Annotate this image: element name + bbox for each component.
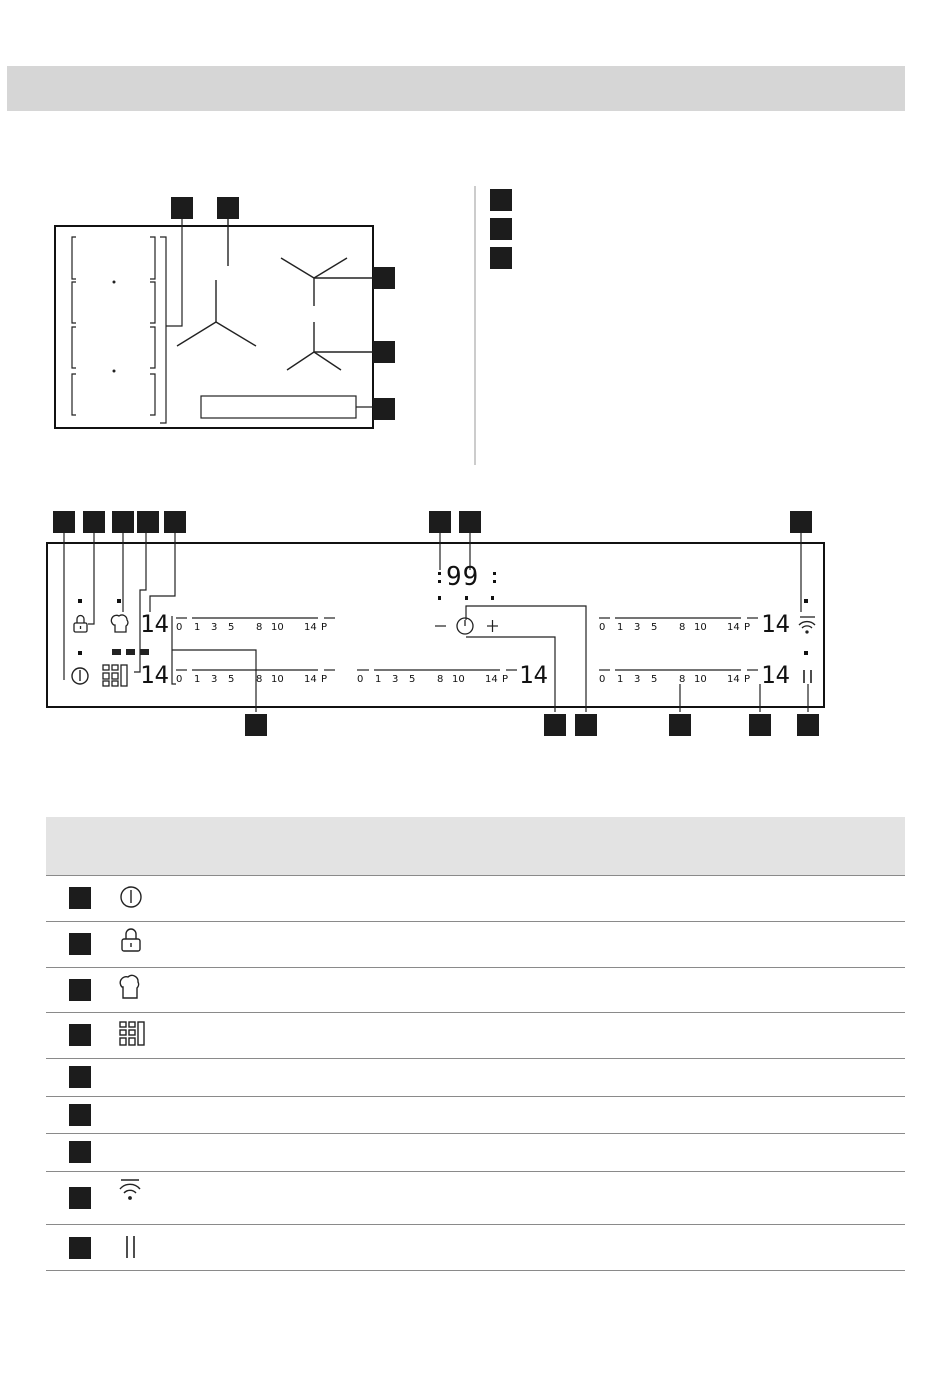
cook-level-label[interactable]: 3 [634, 622, 641, 633]
cook-level-label[interactable]: 1 [194, 674, 201, 685]
cook-level-label[interactable]: 10 [694, 622, 707, 633]
cook-level-label[interactable]: 1 [194, 622, 201, 633]
cook-level-label[interactable]: 5 [228, 622, 235, 633]
bridge-icon [120, 1022, 144, 1045]
cook-level-label[interactable]: 10 [694, 674, 707, 685]
cook-level-label[interactable]: P [321, 674, 328, 685]
cook-level-label[interactable]: 5 [651, 622, 658, 633]
cook-level-label[interactable]: 8 [679, 674, 686, 685]
cook-level-label[interactable]: 1 [617, 674, 624, 685]
cook-level-label[interactable]: 5 [651, 674, 658, 685]
power-level-readout: 14 [140, 661, 169, 689]
cook-level-label[interactable]: 1 [375, 674, 382, 685]
cook-level-label[interactable]: P [744, 622, 751, 633]
cook-level-label[interactable]: 8 [437, 674, 444, 685]
cook-level-label[interactable]: 1 [617, 622, 624, 633]
cook-level-label[interactable]: 14 [304, 622, 317, 633]
chef-hat-icon [120, 975, 138, 998]
cook-level-label[interactable]: 8 [679, 622, 686, 633]
cook-level-label[interactable]: 0 [357, 674, 364, 685]
lock-icon [122, 929, 140, 951]
cook-level-label[interactable]: 10 [271, 674, 284, 685]
power-level-readout: 14 [761, 661, 790, 689]
cook-level-label[interactable]: P [744, 674, 751, 685]
cook-level-label[interactable]: 14 [304, 674, 317, 685]
pause-icon [127, 1236, 134, 1258]
cook-level-label[interactable]: 0 [176, 622, 183, 633]
cook-level-label[interactable]: P [502, 674, 509, 685]
cook-level-label[interactable]: 0 [599, 622, 606, 633]
cook-level-label[interactable]: 3 [634, 674, 641, 685]
timer-readout: 99 [446, 562, 480, 592]
cook-level-label[interactable]: 0 [599, 674, 606, 685]
cook-level-label[interactable]: 10 [452, 674, 465, 685]
cook-level-label[interactable]: 3 [211, 622, 218, 633]
cook-level-label[interactable]: 8 [256, 674, 263, 685]
power-level-readout: 14 [761, 610, 790, 638]
cook-level-label[interactable]: 5 [228, 674, 235, 685]
cook-level-label[interactable]: 3 [211, 674, 218, 685]
cook-level-label[interactable]: 8 [256, 622, 263, 633]
cook-level-label[interactable]: 0 [176, 674, 183, 685]
cook-level-label[interactable]: P [321, 622, 328, 633]
cook-level-label[interactable]: 3 [392, 674, 399, 685]
cook-level-label[interactable]: 5 [409, 674, 416, 685]
cook-level-label[interactable]: 14 [727, 622, 740, 633]
cook-level-label[interactable]: 10 [271, 622, 284, 633]
hob2hood-icon [120, 1180, 140, 1199]
cook-level-label[interactable]: 14 [485, 674, 498, 685]
power-icon [121, 887, 141, 907]
power-level-readout: 14 [140, 610, 169, 638]
power-level-readout: 14 [519, 661, 548, 689]
cook-level-label[interactable]: 14 [727, 674, 740, 685]
